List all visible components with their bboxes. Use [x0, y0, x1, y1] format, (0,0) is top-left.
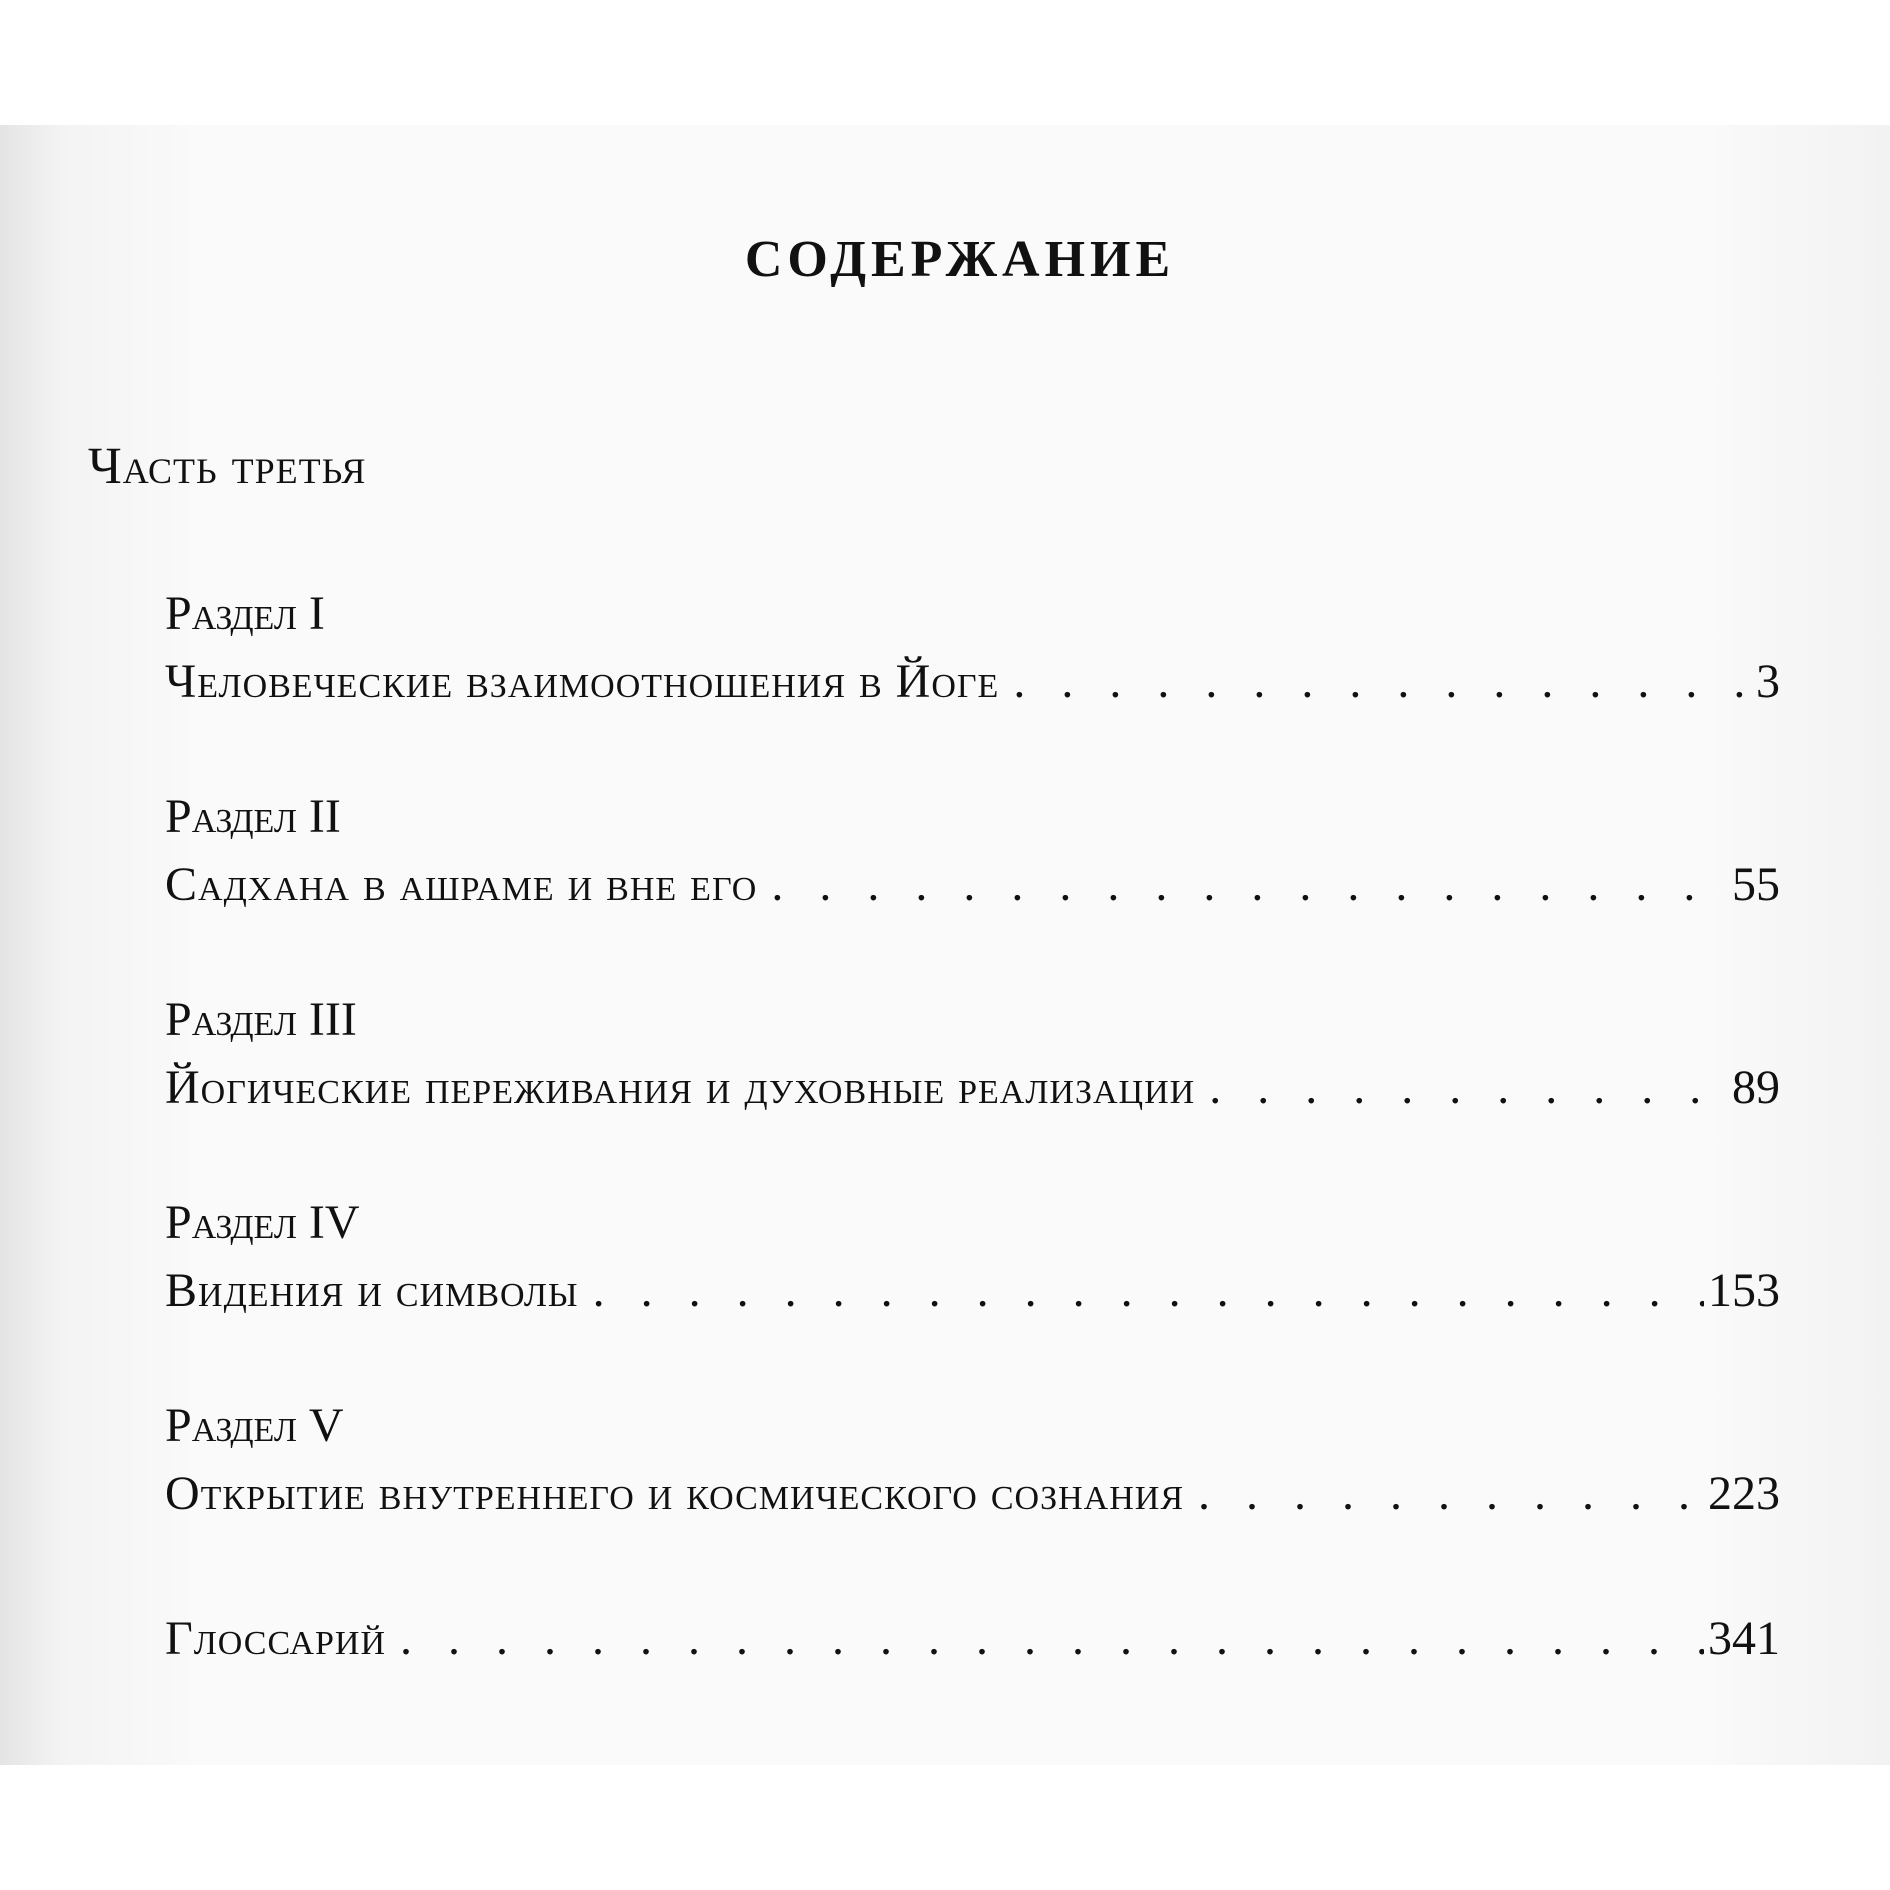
section-title: Человеческие взаимоотношения в Йоге	[165, 655, 1000, 708]
toc-entry-section-3[interactable]	[165, 986, 1780, 1189]
toc-line	[165, 851, 1780, 919]
toc-entry-section-1[interactable]	[165, 580, 1780, 783]
page-number: 55	[1732, 858, 1780, 911]
dot-leader	[1013, 648, 1752, 716]
section-label: Раздел V	[165, 1399, 344, 1452]
section-title: Видения и символы	[165, 1264, 579, 1317]
toc-entry-section-2[interactable]	[165, 783, 1780, 986]
dot-leader	[593, 1257, 1704, 1325]
section-label: Раздел I	[165, 587, 325, 640]
dot-leader	[1209, 1054, 1728, 1122]
glossary-title: Глоссарий	[165, 1612, 387, 1665]
section-label: Раздел II	[165, 790, 341, 843]
toc-entry-section-4[interactable]	[165, 1189, 1780, 1392]
page-number: 3	[1756, 655, 1780, 708]
toc-line	[165, 1054, 1780, 1122]
page-number: 153	[1708, 1264, 1780, 1317]
dot-leader	[400, 1605, 1704, 1673]
toc-entry-glossary[interactable]	[165, 1605, 1780, 1673]
section-label: Раздел III	[165, 993, 357, 1046]
toc-entry-section-5[interactable]	[165, 1392, 1780, 1595]
page-number: 89	[1732, 1061, 1780, 1114]
toc-line	[165, 1605, 1780, 1673]
page-number: 341	[1708, 1612, 1780, 1665]
dot-leader	[771, 851, 1728, 919]
section-title: Йогические переживания и духовные реализации	[165, 1061, 1196, 1114]
section-label: Раздел IV	[165, 1196, 360, 1249]
page-number: 223	[1708, 1467, 1780, 1520]
table-of-contents	[165, 580, 1780, 1673]
dot-leader	[1198, 1460, 1704, 1528]
toc-line	[165, 1257, 1780, 1325]
toc-line	[165, 1460, 1780, 1528]
book-page	[0, 125, 1890, 1765]
toc-line	[165, 648, 1780, 716]
part-title: Часть третья	[88, 438, 367, 495]
section-title: Садхана в ашраме и вне его	[165, 858, 758, 911]
page-title: СОДЕРЖАНИЕ	[744, 231, 1176, 288]
section-title: Открытие внутреннего и космического сознания	[165, 1467, 1185, 1520]
